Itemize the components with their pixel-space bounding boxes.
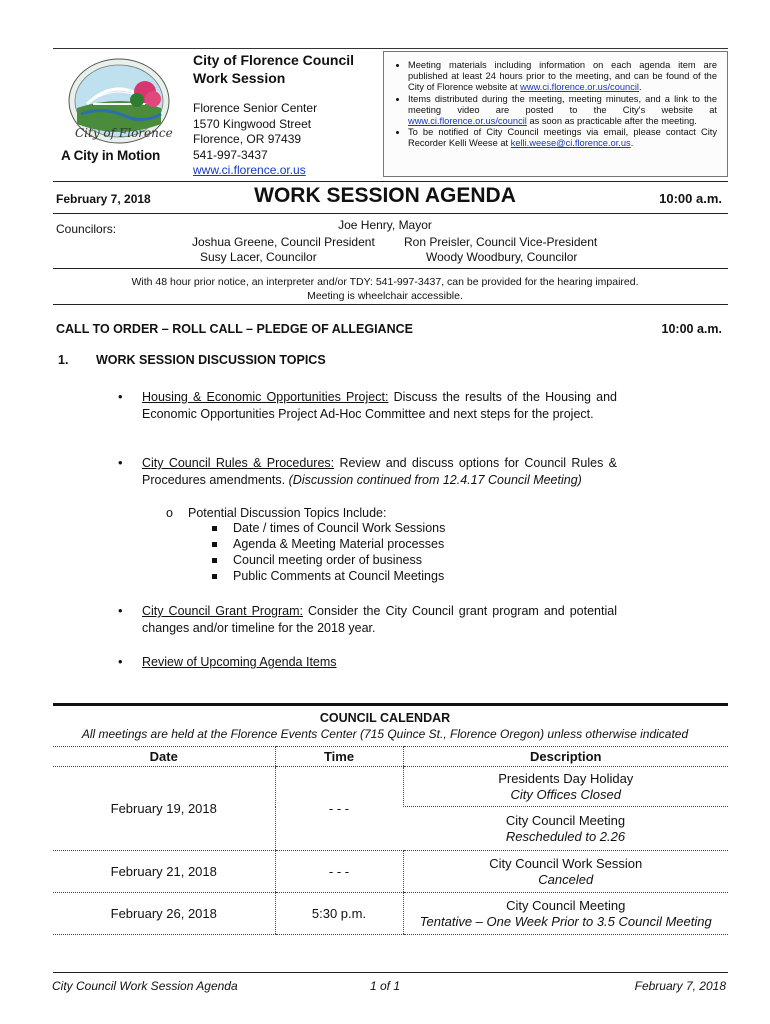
note-email: • To be notified of City Council meetings via email, please contact City Recorder Kelli Weese at kelli.weese@ci.florence.or.us. (408, 127, 717, 149)
council-link-2[interactable]: www.ci.florence.or.us/council (408, 116, 527, 127)
row-description: City Council Meeting Rescheduled to 2.26 (403, 807, 728, 851)
email-link[interactable]: kelli.weese@ci.florence.or.us (510, 138, 631, 149)
column-header-time: Time (275, 747, 403, 767)
councilors-label: Councilors: (56, 222, 117, 236)
note-distributed: • Items distributed during the meeting, meeting minutes, and a link to the meeting video are posted to the City's website at www.ci.florence.or.us/council as soon as practicable after the meeting. (408, 94, 717, 128)
council-link-1[interactable]: www.ci.florence.or.us/council (520, 82, 639, 93)
row-description: Presidents Day Holiday City Offices Closed (403, 767, 728, 807)
mayor: Joe Henry, Mayor (338, 218, 432, 232)
divider (53, 181, 728, 182)
note-materials: • Meeting materials including information on each agenda item are published at least 24 hours prior to the meeting, and can be found of the City of Florence website at www.ci.florence.or.us/council. (408, 60, 717, 94)
section-title: WORK SESSION DISCUSSION TOPICS (96, 353, 326, 367)
address-venue: Florence Senior Center (193, 101, 318, 115)
footer-divider (53, 972, 728, 973)
agenda-item-note: (Discussion continued from 12.4.17 Council Meeting) (288, 472, 582, 487)
logo-script-text: City of Florence (75, 126, 173, 140)
meeting-notes-box (383, 51, 728, 177)
meeting-time: 10:00 a.m. (659, 191, 722, 206)
agenda-item-title: City Council Rules & Procedures: (142, 456, 335, 470)
column-header-date: Date (53, 747, 275, 767)
square-bullet-icon (212, 558, 217, 563)
divider (53, 304, 728, 305)
address-city: Florence, OR 97439 (193, 132, 302, 146)
org-title-line2: Work Session (193, 70, 286, 86)
calendar-table (53, 746, 728, 935)
sub-topic-item: Agenda & Meeting Material processes (233, 537, 445, 551)
table-row (53, 893, 728, 935)
calendar-subtitle: All meetings are held at the Florence Events Center (715 Quince St., Florence Oregon) unless otherwise indicated (81, 727, 689, 741)
row-date: February 26, 2018 (53, 893, 275, 935)
row-date: February 21, 2018 (53, 851, 275, 893)
call-to-order: CALL TO ORDER – ROLL CALL – PLEDGE OF ALLEGIANCE (56, 322, 413, 336)
accessibility-notice (0, 275, 770, 303)
council-vice-president: Ron Preisler, Council Vice-President (404, 235, 598, 249)
row-description: City Council Meeting Tentative – One Week Prior to 3.5 Council Meeting (403, 893, 728, 935)
website-link[interactable]: www.ci.florence.or.us (193, 163, 306, 177)
agenda-item-text: Review and discuss options for Council Rules & Procedures amendments. (142, 456, 617, 487)
agenda-item-review (142, 654, 617, 671)
bullet-icon: • (118, 455, 123, 470)
councilor-woodbury: Woody Woodbury, Councilor (426, 250, 578, 264)
address-street: 1570 Kingwood Street (193, 116, 312, 131)
row-time: - - - (275, 767, 403, 851)
council-president: Joshua Greene, Council President (192, 235, 375, 249)
agenda-item-rules (142, 455, 617, 488)
bullet-icon: • (118, 389, 123, 404)
row-time: - - - (275, 851, 403, 893)
footer-date: February 7, 2018 (634, 979, 726, 993)
sub-topic-heading: Potential Discussion Topics Include: (188, 506, 387, 520)
sub-topic-item: Date / times of Council Work Sessions (233, 521, 446, 535)
section-number: 1. (58, 353, 69, 367)
org-title-line1: City of Florence Council (193, 52, 355, 68)
square-bullet-icon (212, 574, 217, 579)
table-row (53, 767, 728, 807)
accessibility-line2: Meeting is wheelchair accessible. (307, 290, 463, 302)
table-row (53, 851, 728, 893)
page-title: WORK SESSION AGENDA (254, 184, 516, 207)
city-tagline: A City in Motion (61, 148, 161, 163)
square-bullet-icon (212, 542, 217, 547)
row-time: 5:30 p.m. (275, 893, 403, 935)
meeting-date: February 7, 2018 (56, 192, 151, 206)
bullet-icon: • (118, 603, 123, 618)
call-to-order-time: 10:00 a.m. (661, 322, 722, 336)
divider (53, 268, 728, 269)
row-description: City Council Work Session Canceled (403, 851, 728, 893)
accessibility-line1: With 48 hour prior notice, an interpreter and/or TDY: 541-997-3437, can be provided for the hearing impaired. (131, 276, 639, 288)
agenda-item-housing (142, 389, 617, 422)
agenda-item-grant (142, 603, 617, 636)
agenda-item-title: City Council Grant Program: (142, 604, 303, 618)
phone: 541-997-3437 (193, 147, 268, 162)
city-info (193, 51, 393, 179)
column-header-description: Description (403, 747, 728, 767)
divider (53, 213, 728, 214)
footer-doc-title: City Council Work Session Agenda (52, 979, 238, 993)
agenda-item-text: Consider the City Council grant program and potential changes and/or timeline for the 2018 year. (142, 604, 617, 635)
city-logo (53, 54, 188, 174)
letterhead (53, 48, 728, 178)
table-header-row (53, 747, 728, 767)
agenda-item-title: Review of Upcoming Agenda Items (142, 655, 337, 669)
sub-topic-item: Public Comments at Council Meetings (233, 569, 445, 583)
councilor-lacer: Susy Lacer, Councilor (200, 250, 317, 264)
footer-page-number: 1 of 1 (369, 979, 401, 993)
agenda-item-title: Housing & Economic Opportunities Project: (142, 390, 389, 404)
square-bullet-icon (212, 526, 217, 531)
bullet-icon: • (118, 654, 123, 669)
sub-topic-item: Council meeting order of business (233, 553, 422, 567)
sub-bullet-icon: o (166, 506, 173, 520)
calendar-title: COUNCIL CALENDAR (319, 711, 451, 725)
row-date: February 19, 2018 (53, 767, 275, 851)
agenda-item-text: Discuss the results of the Housing and Economic Opportunities Project Ad-Hoc Committee and next steps for the project. (142, 390, 617, 421)
